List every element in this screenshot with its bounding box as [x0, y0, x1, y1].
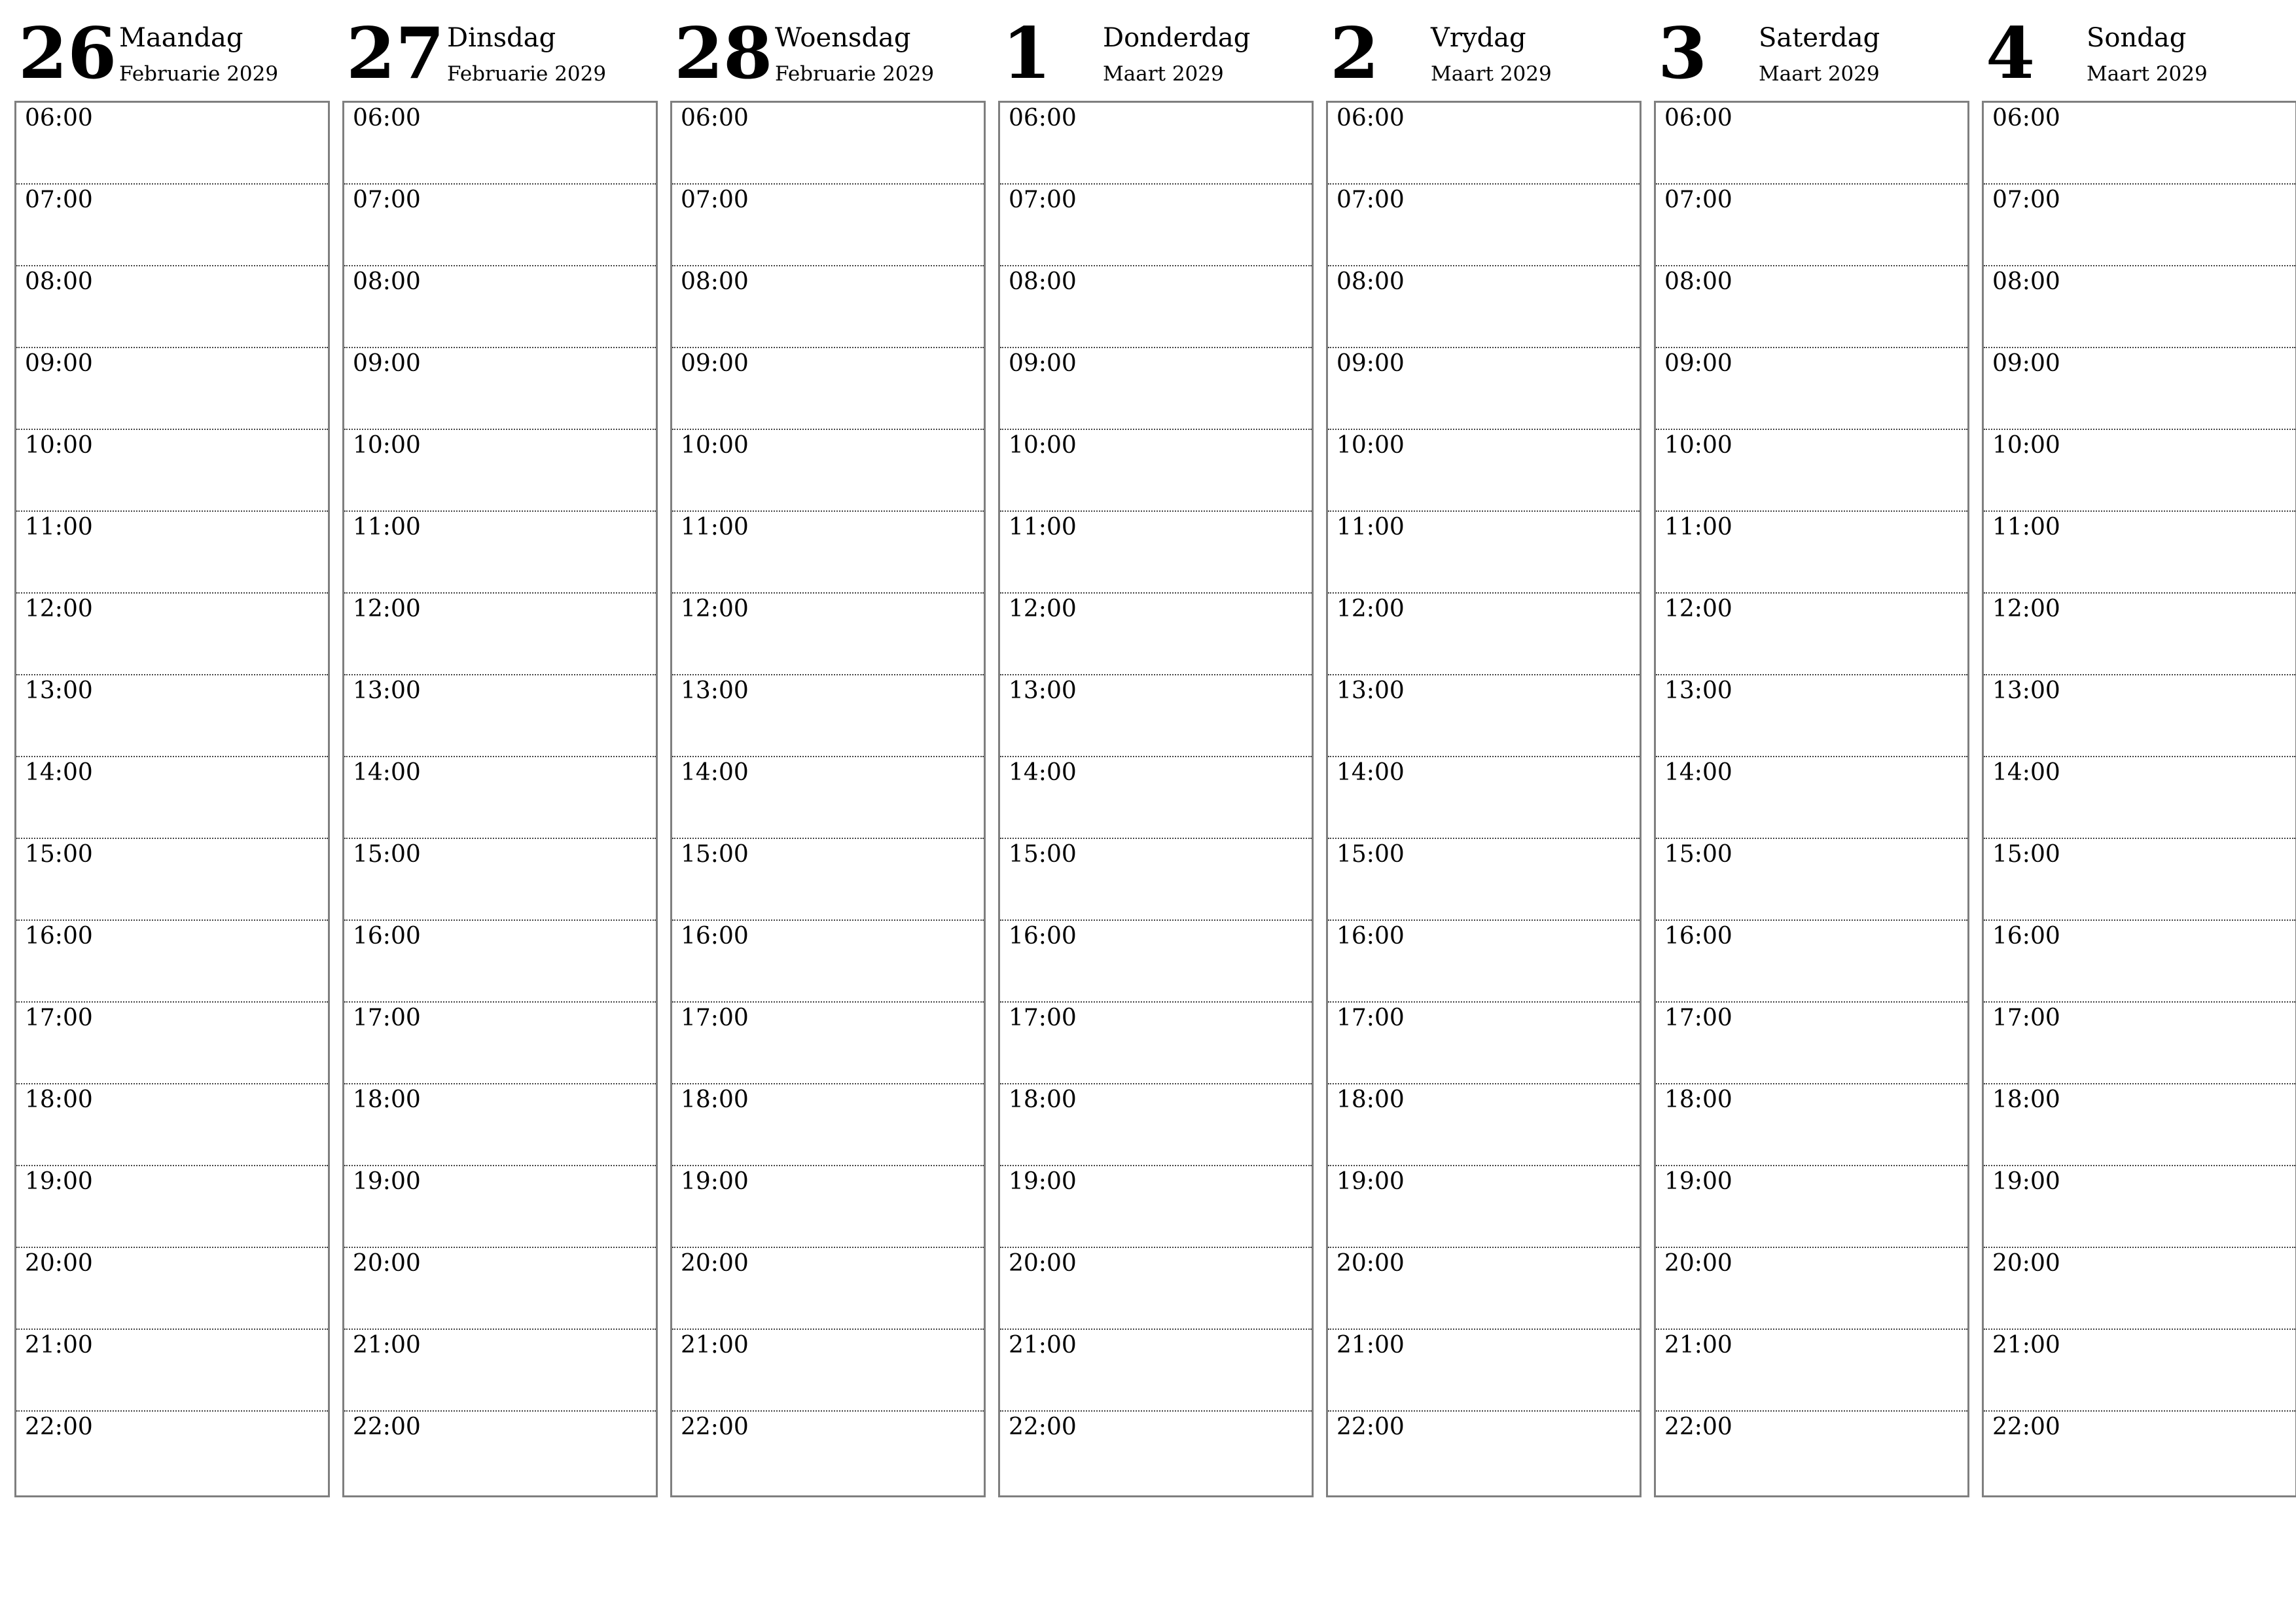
day-header	[1982, 12, 2296, 101]
time-slot-label: 18:00	[1992, 1086, 2060, 1113]
time-slot[interactable]	[672, 921, 984, 1003]
time-slot-label: 14:00	[681, 759, 749, 786]
time-slot[interactable]	[344, 430, 656, 512]
time-slot[interactable]	[672, 1166, 984, 1248]
time-slot[interactable]	[1984, 1412, 2295, 1495]
time-slot[interactable]	[1656, 1084, 1967, 1166]
time-slot[interactable]	[1000, 348, 1312, 430]
time-slot-label: 13:00	[1009, 677, 1077, 704]
time-slot-label: 22:00	[353, 1414, 421, 1440]
week-planner	[14, 12, 2283, 1440]
time-slot-label: 09:00	[1664, 350, 1732, 377]
time-slot[interactable]	[672, 1003, 984, 1084]
time-slot-label: 09:00	[353, 350, 421, 377]
time-slot-label: 17:00	[25, 1005, 93, 1031]
time-slot[interactable]	[344, 1330, 656, 1412]
time-slot-label: 20:00	[1336, 1250, 1405, 1277]
weekday-label: Sondag	[2087, 23, 2187, 53]
time-slot[interactable]	[1984, 921, 2295, 1003]
time-slot-label: 15:00	[681, 841, 749, 868]
time-slot-label: 19:00	[1664, 1168, 1732, 1195]
time-slot-label: 13:00	[1336, 677, 1405, 704]
day-number: 28	[674, 12, 773, 95]
time-slot[interactable]	[1000, 1248, 1312, 1330]
time-slot[interactable]	[1656, 1412, 1967, 1495]
time-slot-label: 16:00	[1992, 923, 2060, 950]
time-slot-label: 09:00	[1009, 350, 1077, 377]
time-slot[interactable]	[344, 512, 656, 594]
weekday-label: Woensdag	[775, 23, 911, 53]
time-slot[interactable]	[1656, 675, 1967, 757]
time-slot[interactable]	[16, 921, 328, 1003]
time-slot[interactable]	[344, 1166, 656, 1248]
time-slot[interactable]	[1328, 921, 1640, 1003]
time-slot-label: 22:00	[1992, 1414, 2060, 1440]
day-column	[1326, 12, 1640, 1440]
time-slot[interactable]	[1328, 1084, 1640, 1166]
time-slot[interactable]	[1000, 1166, 1312, 1248]
time-slot[interactable]	[1984, 512, 2295, 594]
time-slot[interactable]	[1328, 839, 1640, 921]
time-slot[interactable]	[344, 594, 656, 675]
time-slot[interactable]	[1328, 103, 1640, 185]
time-slot[interactable]	[1000, 839, 1312, 921]
time-slot-label: 06:00	[681, 105, 749, 132]
time-slot-label: 18:00	[1336, 1086, 1405, 1113]
time-slot-label: 06:00	[1664, 105, 1732, 132]
day-schedule-box	[1654, 101, 1969, 1497]
time-slot-label: 12:00	[353, 596, 421, 622]
time-slot[interactable]	[1984, 757, 2295, 839]
time-slot[interactable]	[672, 266, 984, 348]
time-slot[interactable]	[1656, 757, 1967, 839]
time-slot[interactable]	[1656, 1330, 1967, 1412]
time-slot-label: 18:00	[353, 1086, 421, 1113]
day-column	[342, 12, 656, 1440]
time-slot[interactable]	[1000, 1330, 1312, 1412]
time-slot[interactable]	[1656, 839, 1967, 921]
time-slot[interactable]	[1328, 594, 1640, 675]
weekday-label: Dinsdag	[447, 23, 556, 53]
day-column	[1982, 12, 2296, 1440]
time-slot[interactable]	[1328, 1003, 1640, 1084]
time-slot[interactable]	[1328, 185, 1640, 266]
time-slot-label: 06:00	[1336, 105, 1405, 132]
time-slot[interactable]	[1000, 103, 1312, 185]
time-slot-label: 21:00	[353, 1332, 421, 1359]
time-slot[interactable]	[344, 1084, 656, 1166]
time-slot-label: 09:00	[1336, 350, 1405, 377]
day-number: 1	[1002, 12, 1052, 95]
time-slot-label: 11:00	[681, 514, 749, 541]
time-slot[interactable]	[344, 1412, 656, 1495]
time-slot[interactable]	[1656, 594, 1967, 675]
time-slot[interactable]	[1328, 512, 1640, 594]
time-slot[interactable]	[16, 1248, 328, 1330]
time-slot-label: 08:00	[25, 268, 93, 295]
time-slot[interactable]	[16, 839, 328, 921]
time-slot-label: 13:00	[1664, 677, 1732, 704]
time-slot[interactable]	[344, 1248, 656, 1330]
day-header	[998, 12, 1312, 101]
day-header	[1326, 12, 1640, 101]
time-slot-label: 15:00	[1664, 841, 1732, 868]
time-slot-label: 11:00	[1009, 514, 1077, 541]
time-slot[interactable]	[1656, 921, 1967, 1003]
time-slot-label: 10:00	[681, 432, 749, 459]
time-slot[interactable]	[1984, 1330, 2295, 1412]
time-slot[interactable]	[344, 921, 656, 1003]
time-slot[interactable]	[1000, 185, 1312, 266]
time-slot-label: 16:00	[353, 923, 421, 950]
time-slot-label: 16:00	[25, 923, 93, 950]
month-year-label: Maart 2029	[1759, 62, 1880, 86]
day-number: 3	[1658, 12, 1708, 95]
time-slot-label: 21:00	[25, 1332, 93, 1359]
time-slot[interactable]	[672, 594, 984, 675]
time-slot-label: 14:00	[1664, 759, 1732, 786]
time-slot[interactable]	[344, 757, 656, 839]
time-slot[interactable]	[1984, 185, 2295, 266]
time-slot[interactable]	[1328, 348, 1640, 430]
time-slot-label: 18:00	[25, 1086, 93, 1113]
time-slot[interactable]	[1328, 1166, 1640, 1248]
time-slot[interactable]	[1000, 757, 1312, 839]
time-slot-label: 07:00	[1336, 187, 1405, 213]
time-slot-label: 07:00	[1009, 187, 1077, 213]
day-schedule-box	[1982, 101, 2296, 1497]
time-slot-label: 10:00	[353, 432, 421, 459]
time-slot-label: 15:00	[1009, 841, 1077, 868]
time-slot[interactable]	[1000, 512, 1312, 594]
time-slot-label: 12:00	[25, 596, 93, 622]
time-slot[interactable]	[16, 1166, 328, 1248]
time-slot-label: 21:00	[1336, 1332, 1405, 1359]
time-slot[interactable]	[344, 185, 656, 266]
time-slot[interactable]	[1328, 266, 1640, 348]
time-slot[interactable]	[1328, 430, 1640, 512]
time-slot-label: 16:00	[1336, 923, 1405, 950]
time-slot-label: 09:00	[681, 350, 749, 377]
month-year-label: Maart 2029	[1103, 62, 1224, 86]
time-slot-label: 11:00	[1336, 514, 1405, 541]
time-slot-label: 07:00	[681, 187, 749, 213]
time-slot-label: 14:00	[1009, 759, 1077, 786]
time-slot[interactable]	[1656, 1166, 1967, 1248]
day-number: 26	[18, 12, 117, 95]
time-slot[interactable]	[16, 1084, 328, 1166]
time-slot-label: 20:00	[1664, 1250, 1732, 1277]
time-slot-label: 17:00	[353, 1005, 421, 1031]
time-slot-label: 11:00	[353, 514, 421, 541]
time-slot-label: 16:00	[681, 923, 749, 950]
time-slot-label: 20:00	[25, 1250, 93, 1277]
time-slot[interactable]	[672, 185, 984, 266]
time-slot[interactable]	[344, 1003, 656, 1084]
time-slot-label: 11:00	[1664, 514, 1732, 541]
time-slot-label: 13:00	[25, 677, 93, 704]
time-slot[interactable]	[672, 675, 984, 757]
time-slot[interactable]	[344, 675, 656, 757]
time-slot-label: 06:00	[1009, 105, 1077, 132]
day-header	[342, 12, 656, 101]
day-column	[670, 12, 984, 1440]
time-slot-label: 20:00	[353, 1250, 421, 1277]
time-slot[interactable]	[1984, 430, 2295, 512]
time-slot[interactable]	[16, 185, 328, 266]
time-slot[interactable]	[672, 348, 984, 430]
time-slot-label: 15:00	[1336, 841, 1405, 868]
day-header	[1654, 12, 1968, 101]
day-header	[14, 12, 329, 101]
time-slot[interactable]	[672, 1248, 984, 1330]
time-slot[interactable]	[672, 839, 984, 921]
time-slot[interactable]	[16, 757, 328, 839]
time-slot[interactable]	[344, 103, 656, 185]
month-year-label: Maart 2029	[2087, 62, 2208, 86]
time-slot[interactable]	[1984, 103, 2295, 185]
day-column	[14, 12, 329, 1440]
time-slot[interactable]	[16, 512, 328, 594]
time-slot-label: 11:00	[25, 514, 93, 541]
time-slot[interactable]	[1656, 348, 1967, 430]
time-slot-label: 08:00	[353, 268, 421, 295]
time-slot-label: 10:00	[1009, 432, 1077, 459]
time-slot[interactable]	[1000, 921, 1312, 1003]
time-slot-label: 12:00	[681, 596, 749, 622]
time-slot[interactable]	[1656, 266, 1967, 348]
time-slot[interactable]	[1656, 430, 1967, 512]
time-slot-label: 12:00	[1992, 596, 2060, 622]
time-slot[interactable]	[1000, 594, 1312, 675]
time-slot-label: 07:00	[353, 187, 421, 213]
time-slot-label: 21:00	[1664, 1332, 1732, 1359]
time-slot-label: 13:00	[353, 677, 421, 704]
time-slot-label: 16:00	[1009, 923, 1077, 950]
day-schedule-box	[670, 101, 986, 1497]
month-year-label: Februarie 2029	[119, 62, 279, 86]
time-slot-label: 12:00	[1664, 596, 1732, 622]
time-slot[interactable]	[1328, 1330, 1640, 1412]
time-slot-label: 06:00	[1992, 105, 2060, 132]
time-slot-label: 17:00	[1992, 1005, 2060, 1031]
time-slot[interactable]	[1000, 675, 1312, 757]
time-slot-label: 20:00	[1009, 1250, 1077, 1277]
time-slot[interactable]	[672, 1084, 984, 1166]
time-slot-label: 06:00	[353, 105, 421, 132]
time-slot-label: 09:00	[25, 350, 93, 377]
weekday-label: Saterdag	[1759, 23, 1880, 53]
time-slot-label: 13:00	[1992, 677, 2060, 704]
day-column	[998, 12, 1312, 1440]
time-slot[interactable]	[1984, 1084, 2295, 1166]
time-slot[interactable]	[672, 1412, 984, 1495]
time-slot-label: 19:00	[25, 1168, 93, 1195]
time-slot[interactable]	[1984, 266, 2295, 348]
time-slot-label: 21:00	[1992, 1332, 2060, 1359]
month-year-label: Februarie 2029	[447, 62, 607, 86]
time-slot-label: 15:00	[25, 841, 93, 868]
time-slot-label: 21:00	[1009, 1332, 1077, 1359]
time-slot-label: 20:00	[681, 1250, 749, 1277]
time-slot[interactable]	[16, 1330, 328, 1412]
time-slot[interactable]	[1328, 675, 1640, 757]
time-slot-label: 19:00	[1992, 1168, 2060, 1195]
time-slot-label: 14:00	[25, 759, 93, 786]
day-schedule-box	[14, 101, 330, 1497]
time-slot[interactable]	[16, 594, 328, 675]
time-slot-label: 18:00	[1664, 1086, 1732, 1113]
time-slot-label: 12:00	[1009, 596, 1077, 622]
time-slot[interactable]	[16, 103, 328, 185]
time-slot-label: 06:00	[25, 105, 93, 132]
time-slot[interactable]	[1984, 1166, 2295, 1248]
time-slot-label: 10:00	[25, 432, 93, 459]
month-year-label: Februarie 2029	[775, 62, 935, 86]
time-slot[interactable]	[1656, 103, 1967, 185]
time-slot-label: 07:00	[25, 187, 93, 213]
time-slot[interactable]	[344, 266, 656, 348]
time-slot-label: 17:00	[1336, 1005, 1405, 1031]
time-slot-label: 19:00	[681, 1168, 749, 1195]
time-slot-label: 10:00	[1992, 432, 2060, 459]
time-slot-label: 07:00	[1664, 187, 1732, 213]
time-slot-label: 22:00	[1336, 1414, 1405, 1440]
time-slot[interactable]	[1000, 1003, 1312, 1084]
time-slot[interactable]	[16, 348, 328, 430]
time-slot-label: 09:00	[1992, 350, 2060, 377]
time-slot-label: 16:00	[1664, 923, 1732, 950]
time-slot-label: 22:00	[1009, 1414, 1077, 1440]
time-slot-label: 18:00	[1009, 1086, 1077, 1113]
time-slot[interactable]	[1984, 348, 2295, 430]
time-slot-label: 19:00	[1336, 1168, 1405, 1195]
weekday-label: Vrydag	[1431, 23, 1526, 53]
day-column	[1654, 12, 1968, 1440]
time-slot[interactable]	[1984, 675, 2295, 757]
time-slot-label: 21:00	[681, 1332, 749, 1359]
time-slot[interactable]	[1328, 1412, 1640, 1495]
time-slot[interactable]	[672, 757, 984, 839]
time-slot[interactable]	[1984, 1248, 2295, 1330]
day-schedule-box	[1326, 101, 1641, 1497]
time-slot[interactable]	[16, 266, 328, 348]
weekday-label: Donderdag	[1103, 23, 1251, 53]
time-slot[interactable]	[672, 430, 984, 512]
day-number: 2	[1330, 12, 1380, 95]
time-slot[interactable]	[16, 1003, 328, 1084]
time-slot[interactable]	[672, 512, 984, 594]
time-slot-label: 17:00	[1009, 1005, 1077, 1031]
time-slot-label: 08:00	[1336, 268, 1405, 295]
time-slot[interactable]	[1000, 1412, 1312, 1495]
time-slot[interactable]	[672, 1330, 984, 1412]
day-number: 27	[346, 12, 445, 95]
time-slot-label: 11:00	[1992, 514, 2060, 541]
time-slot-label: 14:00	[353, 759, 421, 786]
time-slot-label: 18:00	[681, 1086, 749, 1113]
time-slot[interactable]	[16, 675, 328, 757]
time-slot-label: 22:00	[25, 1414, 93, 1440]
time-slot-label: 07:00	[1992, 187, 2060, 213]
time-slot[interactable]	[1000, 266, 1312, 348]
time-slot-label: 17:00	[681, 1005, 749, 1031]
time-slot[interactable]	[16, 1412, 328, 1495]
time-slot[interactable]	[1656, 185, 1967, 266]
time-slot-label: 13:00	[681, 677, 749, 704]
time-slot[interactable]	[1656, 512, 1967, 594]
time-slot-label: 20:00	[1992, 1250, 2060, 1277]
time-slot[interactable]	[1000, 430, 1312, 512]
time-slot[interactable]	[1984, 1003, 2295, 1084]
time-slot[interactable]	[344, 839, 656, 921]
time-slot-label: 08:00	[1009, 268, 1077, 295]
day-number: 4	[1986, 12, 2036, 95]
day-schedule-box	[342, 101, 658, 1497]
time-slot[interactable]	[16, 430, 328, 512]
time-slot-label: 10:00	[1664, 432, 1732, 459]
month-year-label: Maart 2029	[1431, 62, 1552, 86]
time-slot-label: 17:00	[1664, 1005, 1732, 1031]
weekday-label: Maandag	[119, 23, 243, 53]
time-slot-label: 12:00	[1336, 596, 1405, 622]
time-slot-label: 15:00	[353, 841, 421, 868]
time-slot[interactable]	[1984, 594, 2295, 675]
time-slot-label: 22:00	[681, 1414, 749, 1440]
time-slot[interactable]	[1984, 839, 2295, 921]
time-slot-label: 19:00	[353, 1168, 421, 1195]
time-slot-label: 19:00	[1009, 1168, 1077, 1195]
time-slot[interactable]	[1328, 757, 1640, 839]
time-slot-label: 22:00	[1664, 1414, 1732, 1440]
time-slot-label: 08:00	[1992, 268, 2060, 295]
time-slot[interactable]	[672, 103, 984, 185]
time-slot[interactable]	[1656, 1003, 1967, 1084]
time-slot-label: 10:00	[1336, 432, 1405, 459]
day-header	[670, 12, 984, 101]
time-slot-label: 14:00	[1336, 759, 1405, 786]
time-slot-label: 14:00	[1992, 759, 2060, 786]
time-slot-label: 15:00	[1992, 841, 2060, 868]
time-slot[interactable]	[1000, 1084, 1312, 1166]
time-slot-label: 08:00	[681, 268, 749, 295]
time-slot-label: 08:00	[1664, 268, 1732, 295]
time-slot[interactable]	[344, 348, 656, 430]
time-slot[interactable]	[1656, 1248, 1967, 1330]
time-slot[interactable]	[1328, 1248, 1640, 1330]
day-schedule-box	[998, 101, 1314, 1497]
